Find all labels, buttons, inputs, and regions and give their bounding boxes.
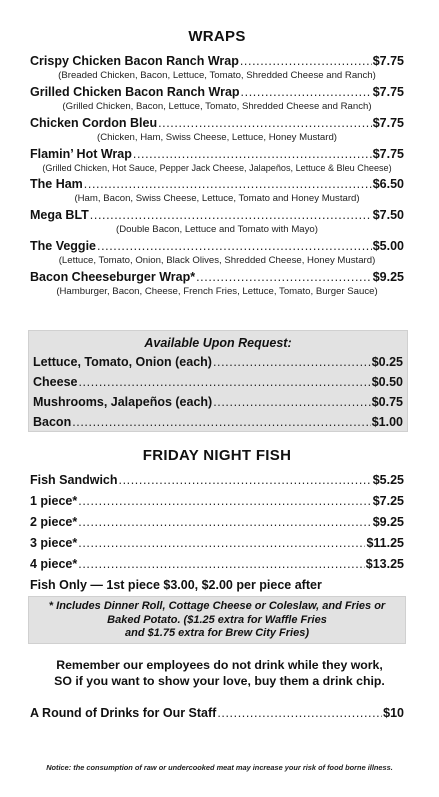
item-description: (Double Bacon, Lettuce and Tomato with Mayo) [116,224,318,235]
fish-item [30,473,404,487]
item-name: 2 piece* [30,515,78,529]
includes-note-box [28,596,406,644]
item-price: $9.25 [372,515,404,529]
fish-heading: FRIDAY NIGHT FISH [142,447,292,464]
item-price: $0.75 [371,395,403,409]
request-item [29,375,407,389]
item-description: (Grilled Chicken, Bacon, Lettuce, Tomato, Shredded Cheese and Ranch) [62,101,372,112]
item-name: Crispy Chicken Bacon Ranch Wrap [30,54,239,68]
item-description: (Hamburger, Bacon, Cheese, French Fries, Lettuce, Tomato, Burger Sauce) [56,286,378,297]
menu-item [30,177,404,204]
item-price: $5.00 [372,239,404,253]
leader-dots [213,355,371,369]
leader-dots [196,270,372,284]
leader-dots [119,473,372,487]
wraps-section [30,28,404,301]
item-name: Bacon [33,415,72,429]
leader-dots [133,147,372,161]
leader-dots [78,375,370,389]
fish-item [30,557,404,571]
fish-item [30,536,404,550]
fish-only-line: Fish Only — 1st piece $3.00, $2.00 per piece after [30,578,322,592]
friday-fish-section [30,447,404,592]
menu-item [30,208,404,235]
item-price: $7.25 [372,494,404,508]
menu-item [30,85,404,112]
fish-item [30,515,404,529]
leader-dots [72,415,371,429]
leader-dots [217,706,382,720]
item-price: $7.75 [372,54,404,68]
menu-item [30,147,404,173]
leader-dots [78,557,365,571]
leader-dots [90,208,372,222]
menu-item [30,54,404,81]
item-name: The Veggie [30,239,96,253]
remember-line-1: Remember our employees do not drink while they work, [56,658,383,672]
item-price: $7.75 [372,85,404,99]
includes-line-2: Baked Potato. ($1.25 extra for Waffle Fries [107,613,327,626]
item-name: The Ham [30,177,83,191]
item-description: (Grilled Chicken, Hot Sauce, Pepper Jack Cheese, Jalapeños, Lettuce & Bleu Cheese) [42,163,392,173]
fish-item [30,494,404,508]
leader-dots [78,515,371,529]
item-name: Grilled Chicken Bacon Ranch Wrap [30,85,240,99]
leader-dots [213,395,371,409]
item-name: Cheese [33,375,78,389]
item-price: $0.25 [371,355,403,369]
leader-dots [97,239,372,253]
menu-item [30,270,404,297]
item-price: $7.75 [372,116,404,130]
includes-line-1: * Includes Dinner Roll, Cottage Cheese or Coleslaw, and Fries or [48,600,386,612]
food-safety-notice: Notice: the consumption of raw or undercooked meat may increase your risk of food borne illness. [46,763,393,772]
leader-dots [78,536,365,550]
includes-line-3: and $1.75 extra for Brew City Fries) [124,627,309,639]
request-heading: Available Upon Request: [144,336,292,350]
item-description: (Breaded Chicken, Bacon, Lettuce, Tomato, Shredded Cheese and Ranch) [58,70,376,81]
item-price: $10 [383,706,404,720]
round-item [30,706,404,720]
item-description: (Ham, Bacon, Swiss Cheese, Lettuce, Tomato and Honey Mustard) [74,193,360,204]
request-item [29,355,407,369]
item-name: Bacon Cheeseburger Wrap* [30,270,196,284]
leader-dots [158,116,372,130]
remember-message [20,657,419,689]
item-price: $6.50 [372,177,404,191]
round-of-drinks [30,706,404,720]
item-price: $0.50 [371,375,403,389]
menu-item [30,239,404,266]
item-name: Chicken Cordon Bleu [30,116,158,130]
item-price: $7.50 [372,208,404,222]
item-name: Fish Sandwich [30,473,118,487]
item-description: (Lettuce, Tomato, Onion, Black Olives, Shredded Cheese, Honey Mustard) [58,255,376,266]
item-name: A Round of Drinks for Our Staff [30,706,217,720]
leader-dots [240,54,372,68]
wraps-heading: WRAPS [188,28,246,45]
item-name: Flamin’ Hot Wrap [30,147,132,161]
item-price: $11.25 [366,536,404,550]
item-price: $13.25 [365,557,404,571]
item-price: $7.75 [372,147,404,161]
leader-dots [84,177,372,191]
item-name: Mega BLT [30,208,89,222]
request-item [29,395,407,409]
item-name: Lettuce, Tomato, Onion (each) [33,355,212,369]
item-price: $9.25 [372,270,404,284]
available-upon-request-box [28,330,408,432]
item-name: 3 piece* [30,536,78,550]
leader-dots [78,494,371,508]
item-price: $1.00 [371,415,403,429]
menu-item [30,116,404,143]
remember-line-2: SO if you want to show your love, buy them a drink chip. [54,674,385,688]
item-price: $5.25 [372,473,404,487]
leader-dots [241,85,372,99]
request-item [29,415,407,429]
item-description: (Chicken, Ham, Swiss Cheese, Lettuce, Honey Mustard) [97,132,337,143]
item-name: 1 piece* [30,494,78,508]
item-name: 4 piece* [30,557,78,571]
item-name: Mushrooms, Jalapeños (each) [33,395,213,409]
